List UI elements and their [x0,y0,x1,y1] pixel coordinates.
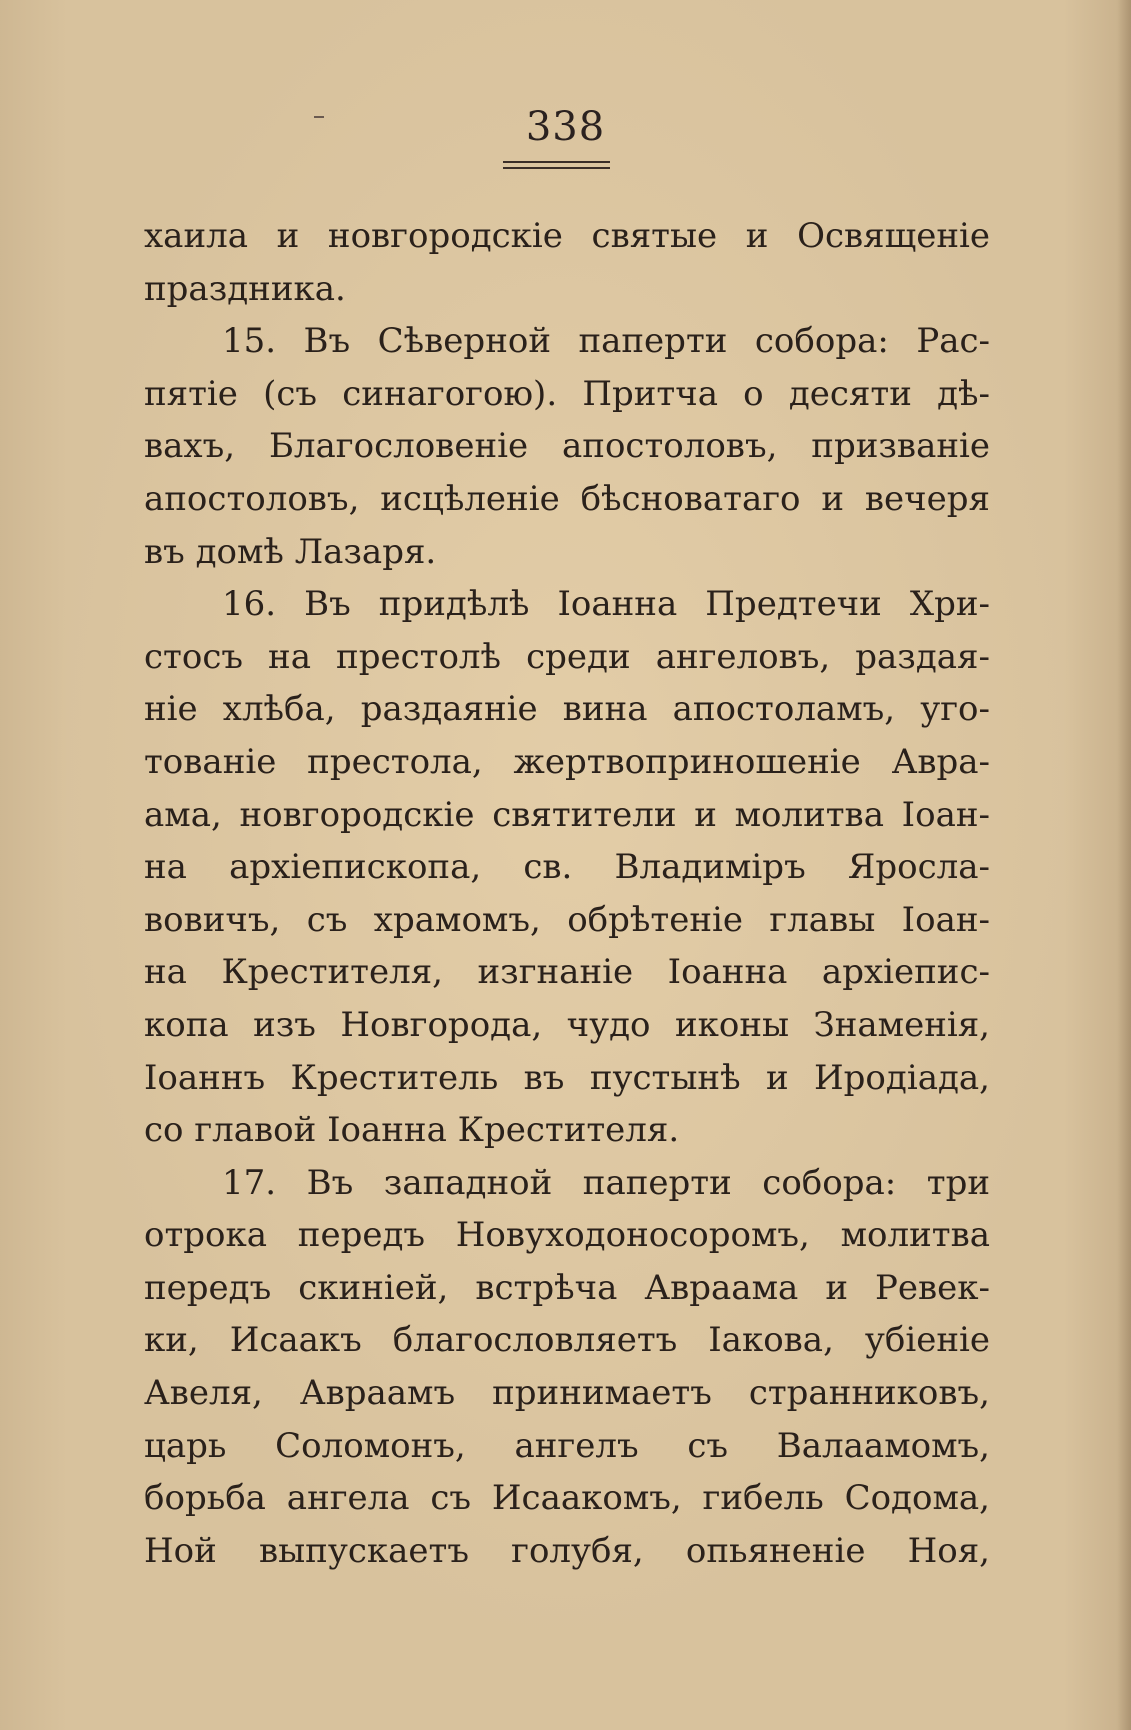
text-line: ама, новгородскіе святители и молитва Іоан- [144,794,990,835]
paragraph-17-start: 17. Въ западной паперти собора: три [222,1162,990,1203]
text-line: на Крестителя, изгнаніе Іоанна архіепис- [144,952,990,993]
text-line: вахъ, Благословеніе апостоловъ, призваніе [144,426,990,467]
text-line: тованіе престола, жертвоприношеніе Авра- [144,741,990,782]
text-line: Ной выпускаетъ голубя, опьяненіе Ноя, [144,1530,990,1571]
text-line: передъ скиніей, встрѣча Авраама и Ревек- [144,1267,990,1308]
header-rule-bottom [503,167,610,169]
page-number: 338 [525,104,606,150]
text-line: копа изъ Новгорода, чудо иконы Знаменія, [144,1004,990,1045]
header-rule-top [503,161,610,163]
paragraph-16-start: 16. Въ придѣлѣ Іоанна Предтечи Хри- [222,584,990,625]
text-line: апостоловъ, исцѣленіе бѣсноватаго и вечеря [144,478,990,519]
text-line: борьба ангела съ Исаакомъ, гибель Содома, [144,1478,990,1519]
text-line: Авеля, Авраамъ принимаетъ странниковъ, [144,1373,990,1414]
text-line: царь Соломонъ, ангелъ съ Валаамомъ, [144,1425,990,1466]
text-line: вовичъ, съ храмомъ, обрѣтеніе главы Іоан- [144,899,990,940]
text-line: Іоаннъ Креститель въ пустынѣ и Иродіада, [144,1057,990,1098]
text-line: ніе хлѣба, раздаяніе вина апостоламъ, уго- [144,689,990,730]
body-text [144,210,990,1577]
text-line: въ домѣ Лазаря. [144,531,437,572]
text-line: на архіепископа, св. Владиміръ Яросла- [144,847,990,888]
text-line: отрока передъ Новуходоносоромъ, молитва [144,1215,990,1256]
text-line: хаила и новгородскіе святые и Освященіе [144,216,990,256]
text-line: ки, Исаакъ благословляетъ Іакова, убіеніе [144,1320,990,1361]
page-edge-shadow [1117,0,1131,1730]
paragraph-15-start: 15. Въ Сѣверной паперти собора: Рас- [222,321,990,362]
text-line: праздника. [144,268,346,309]
text-line: стосъ на престолѣ среди ангеловъ, раздая- [144,636,990,677]
text-line: со главой Іоанна Крестителя. [144,1110,680,1151]
text-line: пятіе (съ синагогою). Притча о десяти дѣ- [144,373,990,414]
